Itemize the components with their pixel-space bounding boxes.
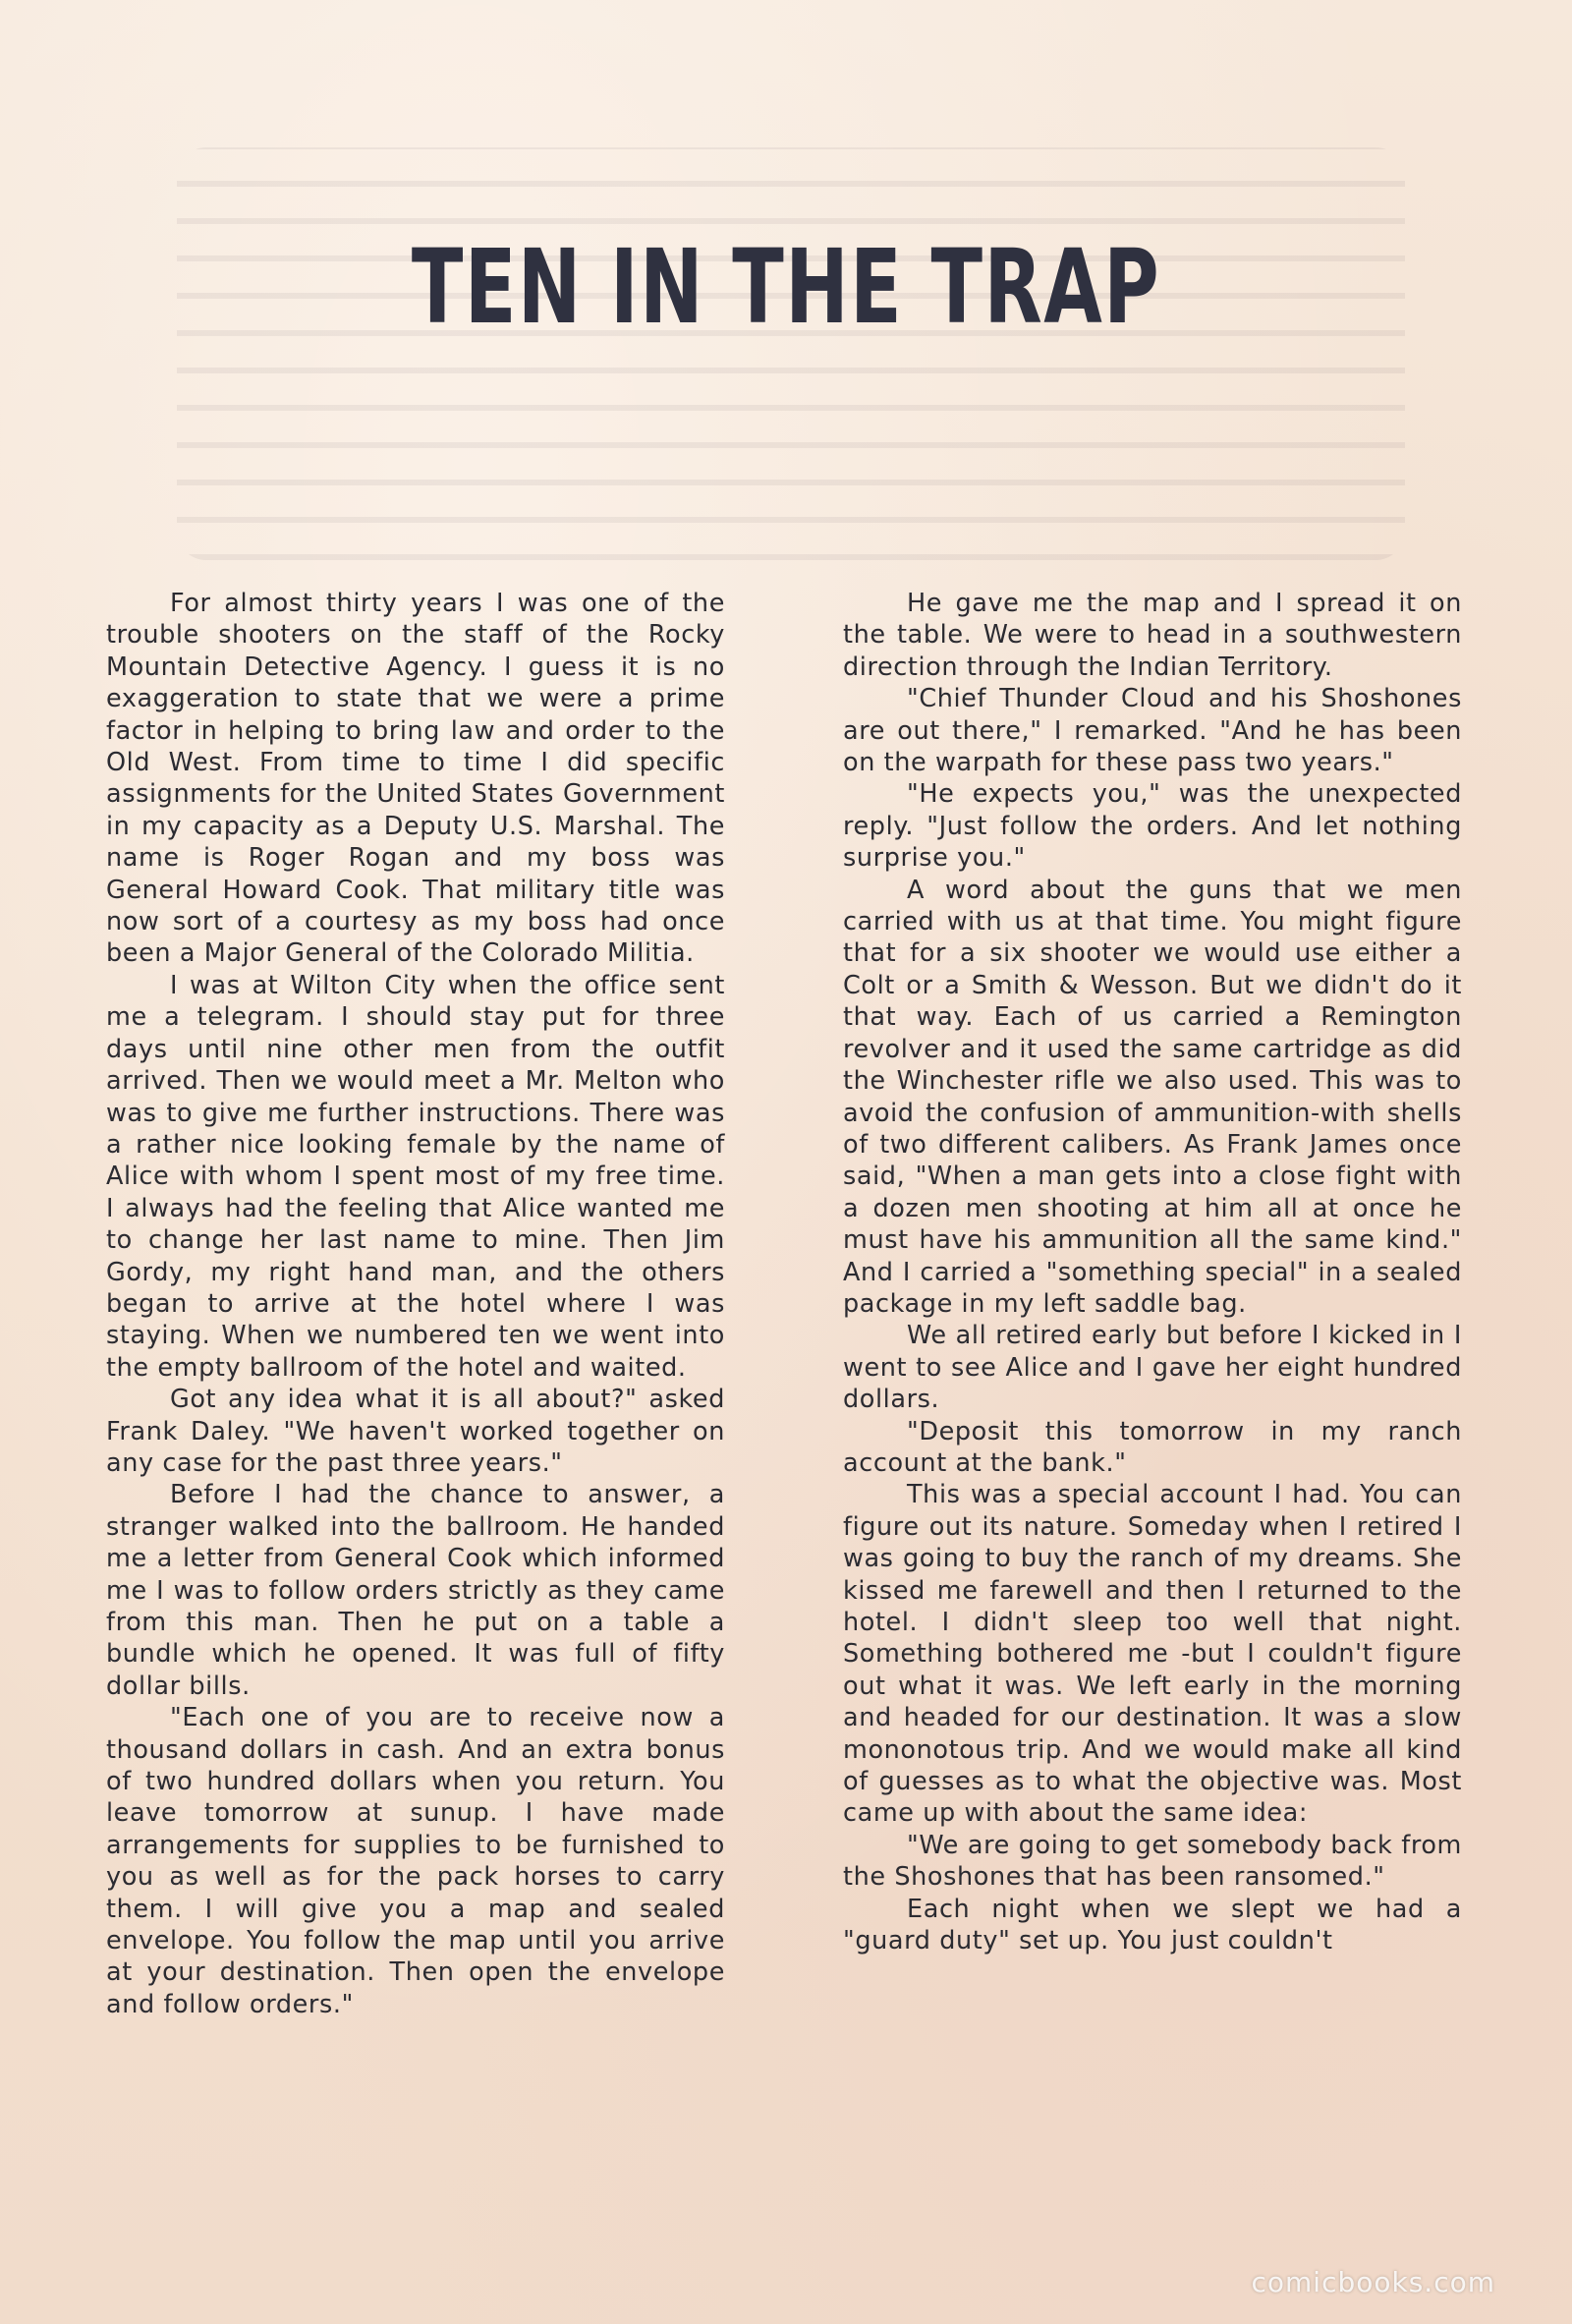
paragraph: Got any idea what it is all about?" asked Frank Daley. "We haven't worked together on any case for the past three years." [106,1385,725,1478]
source-watermark: comicbooks.com [1251,2266,1495,2298]
story-title: TEN IN THE TRAP [411,227,1161,347]
paragraph: He gave me the map and I spread it on the table. We were to head in a southwestern direction through the Indian Territory. [843,589,1462,682]
left-column [106,588,725,2020]
bleed-through-artwork [177,147,1405,560]
paragraph: Before I had the chance to answer, a stranger walked into the ballroom. He handed me a letter from General Cook which informed me I was to follow orders strictly as they came from this man. Then he put on a table a bundle which he opened. It was full of fifty dollar bills. [106,1480,725,1701]
paragraph: "Each one of you are to receive now a thousand dollars in cash. And an extra bonus of two hundred dollars when you return. You leave tomorrow at sunup. I have made arrangements for supplies to be furnished to you as well as for the pack horses to carry them. I will give you a map and sealed envelope. You follow the map until you arrive at your destination. Then open the envelope and follow orders." [106,1703,725,2019]
paragraph: "He expects you," was the unexpected reply. "Just follow the orders. And let nothing surprise you." [843,779,1462,874]
paragraph: A word about the guns that we men carried with us at that time. You might figure that for a six shooter we would use either a Colt or a Smith & Wesson. But we didn't do it that way. Each of us carried a Remington revolver and it used the same cartridge as did the Winchester rifle we also used. This was to avoid the confusion of ammunition-with shells of two different calibers. As Frank James once said, "When a man gets into a close fight with a dozen men shooting at him all at once he must have his ammunition all the same kind." And I carried a "something special" in a sealed package in my left saddle bag. [843,875,1462,1319]
right-column [843,588,1462,1956]
paragraph: Each night when we slept we had a "guard duty" set up. You just couldn't [843,1894,1462,1956]
paragraph: "Chief Thunder Cloud and his Shoshones are out there," I remarked. "And he has been on the warpath for these pass two years." [843,684,1462,778]
paragraph: "We are going to get somebody back from the Shoshones that has been ransomed." [843,1830,1462,1893]
paragraph: I was at Wilton City when the office sent me a telegram. I should stay put for three days until nine other men from the outfit arrived. Then we would meet a Mr. Melton who was to give me further instructions. There was a rather nice looking female by the name of Alice with whom I spent most of my free time. I always had the feeling that Alice wanted me to change her last name to mine. Then Jim Gordy, my right hand man, and the others began to arrive at the hotel where I was staying. When we numbered ten we went into the empty ballroom of the hotel and waited. [106,970,725,1383]
paragraph: For almost thirty years I was one of the trouble shooters on the staff of the Rocky Mountain Detective Agency. I guess it is no exaggeration to state that we were a prime factor in helping to bring law and order to the Old West. From time to time I did specific assignments for the United States Government in my capacity as a Deputy U.S. Marshal. The name is Roger Rogan and my boss was General Howard Cook. That military title was now sort of a courtesy as my boss had once been a Major General of the Colorado Militia. [106,589,725,969]
paragraph: This was a special account I had. You can figure out its nature. Someday when I retired I was going to buy the ranch of my dreams. She kissed me farewell and then I returned to the hotel. I didn't sleep too well that night. Something bothered me -but I couldn't figure out what it was. We left early in the morning and headed for our destination. It was a slow mononotous trip. And we would make all kind of guesses as to what the objective was. Most came up with about the same idea: [843,1480,1462,1829]
paragraph: We all retired early but before I kicked in I went to see Alice and I gave her eight hundred dollars. [843,1321,1462,1415]
paragraph: "Deposit this tomorrow in my ranch account at the bank." [843,1416,1462,1478]
